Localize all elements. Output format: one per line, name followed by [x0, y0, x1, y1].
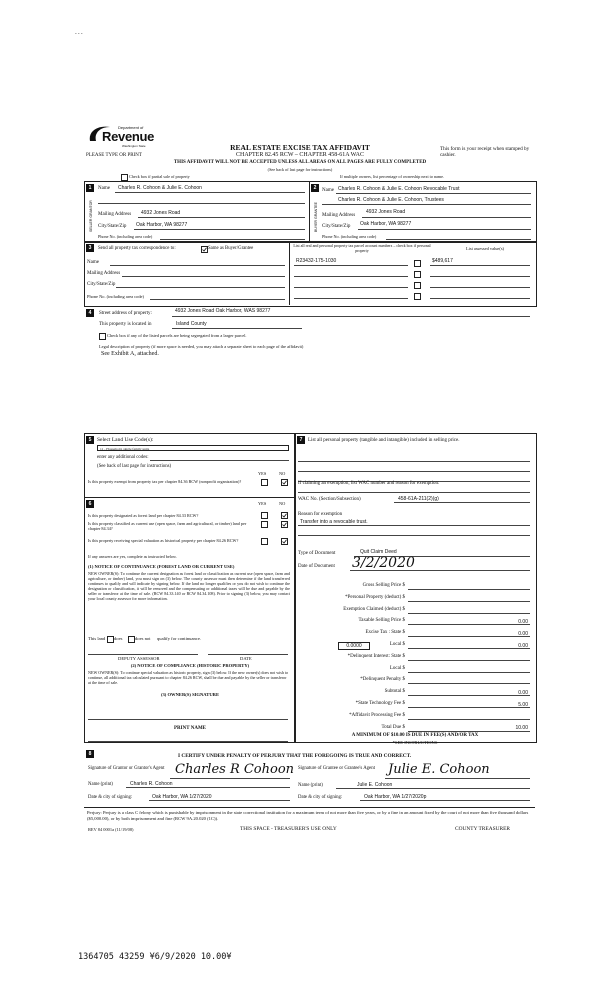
fee-label: Local $ — [389, 642, 405, 647]
seller-phone-label: Phone No. (including area code) — [98, 234, 153, 239]
certify-statement: I CERTIFY UNDER PENALTY OF PERJURY THAT THE FOREGOING IS TRUE AND CORRECT. — [178, 753, 412, 759]
exempt-question: Is this property exempt from property tax per chapter 84.36 RCW (nonprofit organization)? — [88, 479, 242, 484]
if-yes-note: If any answers are yes, complete as instructed below. — [88, 554, 177, 559]
multiple-owners-note: If multiple owners, list percentage of ownership next to name. — [340, 174, 445, 179]
exemption-reason: Transfer into a revocable trust. — [300, 519, 368, 525]
sec3-mail-label: Mailing Address — [87, 271, 121, 276]
qualify-label: qualify for continuance. — [157, 636, 202, 641]
reason-line — [298, 525, 530, 526]
sec3-name-label: Name — [87, 260, 99, 265]
exempt-no-checkbox[interactable] — [281, 479, 288, 486]
deputy-date-label: DATE — [240, 656, 252, 661]
wac-number: 458-61A-211(2)(g) — [398, 496, 439, 502]
county-treasurer: COUNTY TREASURER — [455, 826, 510, 832]
wac-line — [394, 502, 530, 503]
grantee-sig-line — [385, 778, 530, 779]
form-chapter: CHAPTER 82.45 RCW – CHAPTER 458-61A WAC — [236, 152, 364, 158]
additional-codes-label: enter any additional codes: — [97, 455, 149, 460]
section-4-number: 4 — [86, 309, 94, 317]
seller-city: Oak Harbor, WA 98277 — [136, 222, 188, 228]
print-name-line — [88, 741, 288, 742]
current-use-no-checkbox[interactable] — [281, 521, 288, 528]
sec3-city-line — [116, 287, 285, 288]
fee-value: 5.00 — [518, 701, 528, 708]
segregated-checkbox[interactable] — [99, 333, 106, 340]
fee-label: *Delinquent Interest: State $ — [347, 653, 405, 659]
grantor-sig-label: Signature of Grantor or Grantor's Agent — [88, 766, 165, 771]
logo-state: Washington State — [122, 144, 146, 148]
grantor-date-line — [149, 800, 290, 801]
seller-city-label: City/State/Zip — [98, 224, 127, 229]
sec3-mail-line — [122, 276, 285, 277]
buyer-name-line — [336, 193, 531, 194]
logo-word: Revenue — [102, 129, 155, 144]
buyer-mail-label: Mailing Address — [322, 213, 356, 218]
forest-yes-checkbox[interactable] — [261, 512, 268, 519]
grantor-date-label: Date & city of signing: — [88, 795, 133, 800]
current-use-question: Is this property classified as current use (open space, farm and agricultural, or timber) land per chapter 84.34? — [88, 521, 247, 531]
partial-sale-checkbox[interactable] — [121, 174, 128, 181]
buyer-phone-label: Phone No. (including area code) — [322, 234, 377, 239]
section-5-number: 5 — [86, 436, 94, 444]
parcel-number: R23432-175-1030 — [296, 258, 337, 264]
deputy-line — [88, 654, 198, 655]
fee-value: 0.00 — [518, 642, 528, 649]
grantor-signature: Charles R Cohoon — [175, 762, 295, 777]
parcel-line — [294, 287, 408, 288]
seller-name-line-2 — [98, 203, 305, 204]
fee-line — [408, 683, 530, 684]
reason-line-2 — [298, 535, 530, 536]
sec3-name-line — [110, 265, 285, 266]
reason-label: Reason for exemption — [298, 512, 343, 517]
fee-label: Total Due $ — [381, 724, 405, 730]
print-name-label: PRINT NAME — [174, 726, 206, 731]
buyer-phone-line — [386, 239, 531, 240]
personal-property-title: List all personal property (tangible and intangible) included in selling price. — [308, 438, 460, 443]
fee-label: *Affidavit Processing Fee $ — [349, 712, 405, 718]
section-3-divider — [289, 241, 290, 305]
form-warning: THIS AFFIDAVIT WILL NOT BE ACCEPTED UNLESS ALL AREAS ON ALL PAGES ARE FULLY COMPLETED — [173, 160, 427, 165]
fee-line — [408, 613, 530, 614]
fee-label: Local $ — [389, 665, 405, 671]
buyer-city: Oak Harbor, WA 98277 — [360, 221, 412, 227]
personal-property-checkbox[interactable] — [414, 282, 421, 289]
fee-value: 10.00 — [515, 725, 528, 732]
compliance-title: (2) NOTICE OF COMPLIANCE (HISTORIC PROPERTY) — [130, 663, 250, 668]
this-land-label: This land — [88, 636, 106, 641]
grantee-date-line — [360, 800, 530, 801]
assessed-value: $489,617 — [432, 258, 453, 264]
personal-property-checkbox[interactable] — [414, 260, 421, 267]
segregated-label: Check box if any of the listed parcels are being segregated from a larger parcel. — [107, 333, 247, 338]
grantor-date: Oak Harbor, WA 1/27/2020 — [152, 794, 212, 800]
personal-property-checkbox[interactable] — [414, 271, 421, 278]
buyer-mail: 4932 Jones Road — [366, 209, 406, 215]
fee-line — [408, 660, 530, 661]
sec3-phone-label: Phone No. (including area code) — [87, 294, 144, 299]
dor-logo — [86, 123, 166, 151]
fee-line — [408, 719, 530, 720]
seller-name-label: Name — [98, 186, 110, 191]
grantee-date: Oak Harbor, WA 1/27/2020p — [364, 794, 427, 800]
seller-mail-line — [138, 217, 305, 218]
located-label: This property is located in — [99, 322, 152, 327]
forest-no-checkbox[interactable] — [281, 512, 288, 519]
fee-line — [408, 589, 530, 590]
section-3-number: 3 — [86, 244, 94, 252]
form-title: REAL ESTATE EXCISE TAX AFFIDAVIT — [230, 143, 370, 152]
continuance-title: (1) NOTICE OF CONTINUANCE (FOREST LAND OR CURRENT USE) — [88, 564, 235, 569]
parcel-line — [294, 265, 408, 266]
partial-sale-label: Check box if partial sale of property — [129, 174, 190, 179]
fee-label: Exemption Claimed (deduct) $ — [343, 606, 405, 612]
land-use-code-select[interactable]: 11 - Household, single family units — [97, 445, 289, 451]
buyer-city-line — [358, 229, 531, 230]
street-label: Street address of property: — [99, 311, 152, 316]
seller-mail-label: Mailing Address — [98, 212, 132, 217]
assessed-header: List assessed value(s) — [465, 246, 505, 251]
sec6-no-header: NO — [279, 501, 286, 506]
wac-label: WAC No. (Section/Subsection) — [298, 497, 361, 502]
assessed-line — [430, 287, 530, 288]
doc-type-label: Type of Document — [298, 551, 336, 556]
exempt-yes-checkbox[interactable] — [261, 479, 268, 486]
sec6-yes-header: YES — [258, 501, 267, 506]
fee-label: Excise Tax : State $ — [365, 630, 405, 636]
street-address: 4932 Jones Road Oak Harbor, WAS 98277 — [175, 308, 271, 314]
doc-date-label: Date of Document — [298, 564, 335, 569]
section-7-frame — [294, 433, 537, 743]
section-2-number: 2 — [311, 184, 319, 192]
fee-label: Subtotal $ — [384, 689, 405, 695]
pp-line — [298, 471, 530, 472]
same-as-buyer-checkbox[interactable] — [201, 246, 208, 253]
sec3-phone-line — [150, 299, 285, 300]
deputy-label: DEPUTY ASSESSOR — [118, 656, 160, 661]
parcel-header: List all real and personal property tax parcel account numbers – check box if personal property — [293, 243, 431, 253]
print-instruction: PLEASE TYPE OR PRINT — [86, 153, 142, 158]
buyer-name-label: Name — [322, 188, 334, 193]
legal-description: See Exhibit A, attached. — [101, 351, 159, 357]
doc-type: Quit Claim Deed — [360, 549, 397, 555]
section-6-rule — [84, 497, 294, 498]
personal-property-checkbox[interactable] — [414, 293, 421, 300]
continuance-body: NEW OWNER(S): To continue the current designation as forest land or classification as current use (open space, farm and agriculture, or timber) land, you must sign on (3) below. The county assessor must then determine if the land transferred continues to qualify and will indicate by signing below. If the land no longer qualifies or you do not wish to continue the designation or classification, it will be removed and the compensating or additional taxes will be due and payable by the seller or transferor at the time of sale. (RCW 84.33.140 or RCW 84.34.108). Prior to signing (3) below, you may contact your local county assessor for more information. — [88, 571, 290, 602]
buyer-name: Charles R. Cohoon & Julie E. Cohoon Revocable Trust — [338, 186, 460, 192]
compliance-body: NEW OWNER(S): To continue special valuation as historic property, sign (3) below. If the new owner(s) does not wish to continue, all additional tax calculated pursuant to chapter 84.26 RCW, shall be due and payable by the seller or transferor at the time of sale. — [88, 670, 289, 686]
owner-signature-line — [88, 719, 288, 720]
land-use-title: Select Land Use Code(s): — [97, 437, 154, 443]
fee-value: 0.00 — [518, 630, 528, 637]
seller-phone-line — [160, 239, 305, 240]
seller-mail: 4932 Jones Road — [141, 210, 181, 216]
current-use-yes-checkbox[interactable] — [261, 521, 268, 528]
receipt-note: This form is your receipt when stamped by cashier. — [440, 146, 530, 158]
send-correspondence-label: Send all property tax correspondence to: — [98, 246, 176, 251]
fee-label: *Delinquent Penalty $ — [360, 677, 405, 683]
check-icon — [202, 247, 207, 252]
grantor-name: Charles R. Cohoon — [130, 781, 173, 787]
fee-label: *State Technology Fee $ — [355, 701, 405, 706]
check-icon — [282, 539, 287, 544]
owner-signature-title: (3) OWNER(S) SIGNATURE — [160, 692, 220, 697]
seller-side-label: SELLER GRANTOR — [89, 200, 93, 232]
fee-label: Gross Selling Price $ — [362, 583, 405, 588]
section-1-number: 1 — [86, 184, 94, 192]
seller-name-line — [115, 192, 305, 193]
deputy-date-line — [208, 654, 288, 655]
buyer-name-2: Charles R. Cohoon & Julie E. Cohoon, Trustees — [338, 197, 444, 203]
historic-question: Is this property receiving special valuation as historical property per chapter 84.26 RCW? — [88, 538, 239, 543]
county-name: Island County — [176, 321, 207, 327]
grantee-name-line — [336, 788, 530, 789]
grantee-signature: Julie E. Cohoon — [388, 762, 490, 777]
form-see-back: (See back of last page for instructions) — [267, 167, 333, 172]
buyer-mail-line — [362, 217, 531, 218]
parcel-line — [294, 298, 408, 299]
recording-stamp: 1364705 43259 ¥6/9/2020 10.00¥ — [78, 952, 232, 962]
grantee-sig-label: Signature of Grantee or Grantee's Agent — [298, 766, 375, 771]
section-8-number: 8 — [86, 750, 94, 758]
sec3-city-label: City/State/Zip — [87, 282, 116, 287]
fee-line — [408, 601, 530, 602]
grantor-name-label: Name (print) — [88, 782, 113, 787]
doc-date: 3/2/2020 — [352, 555, 415, 571]
see-instructions: *SEE INSTRUCTIONS — [392, 740, 438, 745]
county-line — [172, 328, 302, 329]
grantor-sig-line — [170, 778, 290, 779]
pp-line — [298, 492, 530, 493]
buyer-side-label: BUYER GRANTEE — [314, 202, 318, 232]
exemption-claim-label: If claiming an exemption, list WAC number and reason for exemption: — [298, 481, 440, 486]
parcel-line — [294, 276, 408, 277]
fee-value: 0.00 — [518, 618, 528, 625]
assessed-line — [430, 298, 530, 299]
buyer-name-line-2 — [322, 204, 531, 205]
grantor-name-line — [126, 787, 290, 788]
scan-mark: - - - — [75, 32, 83, 37]
doc-date-line — [350, 570, 530, 571]
check-icon — [282, 513, 287, 518]
does-not-checkbox[interactable] — [128, 636, 135, 643]
same-as-buyer-label: Same as Buyer/Grantee — [208, 246, 254, 251]
historic-yes-checkbox[interactable] — [261, 538, 268, 545]
minimum-due: A MINIMUM OF $10.00 IS DUE IN FEE(S) AND/OR TAX — [351, 733, 479, 738]
section-divider — [309, 181, 310, 241]
fee-line — [408, 672, 530, 673]
perjury-notice: Perjury: Perjury is a class C felony which is punishable by imprisonment in the state correctional institution for a maximum term of not more than five years, or by a fine in an amount fixed by the court of not more than five thousand dollars ($5,000.00), or by both imprisonment and fine (RCW 9A.20.020 (1C)). — [87, 810, 529, 821]
treasurer-space: THIS SPACE - TREASURER'S USE ONLY — [240, 826, 337, 832]
forest-question: Is this property designated as forest land per chapter 84.33 RCW? — [88, 513, 199, 518]
fee-label: Taxable Selling Price $ — [358, 618, 405, 624]
seller-name: Charles R. Cohoon & Julie E. Cohoon — [118, 185, 202, 191]
section-7-number: 7 — [297, 436, 305, 444]
land-use-see-back: (See back of last page for instructions) — [97, 464, 172, 469]
pp-line — [298, 461, 530, 462]
section-6-number: 6 — [86, 500, 94, 508]
seller-city-line — [134, 229, 305, 230]
street-line — [172, 316, 530, 317]
sec5-no-header: NO — [279, 471, 286, 476]
does-not-label: does not — [135, 636, 151, 641]
form-revision: REV 84 0001a (11/19/08) — [88, 827, 134, 832]
assessed-line — [430, 265, 530, 266]
perjury-rule — [84, 807, 535, 808]
legal-label: Legal description of property (if more space is needed, you may attach a separate sheet to each page of the affidavit) — [99, 344, 304, 349]
additional-codes-line — [150, 460, 289, 461]
sec5-yes-header: YES — [258, 471, 267, 476]
grantee-date-label: Date & city of signing: — [298, 795, 343, 800]
check-icon — [282, 480, 287, 485]
grantee-name: Julie E. Cohoon — [357, 782, 393, 788]
historic-no-checkbox[interactable] — [281, 538, 288, 545]
logo-dept: Department of — [118, 125, 144, 130]
fee-label: *Personal Property (deduct) $ — [345, 594, 405, 600]
does-label: does — [114, 636, 123, 641]
local-rate-box[interactable]: 0.0000 — [338, 642, 370, 650]
check-icon — [282, 522, 287, 527]
assessed-line — [430, 276, 530, 277]
fee-value: 0.00 — [518, 689, 528, 696]
does-checkbox[interactable] — [107, 636, 114, 643]
buyer-city-label: City/State/Zip — [322, 224, 351, 229]
grantee-name-label: Name (print) — [298, 783, 323, 788]
